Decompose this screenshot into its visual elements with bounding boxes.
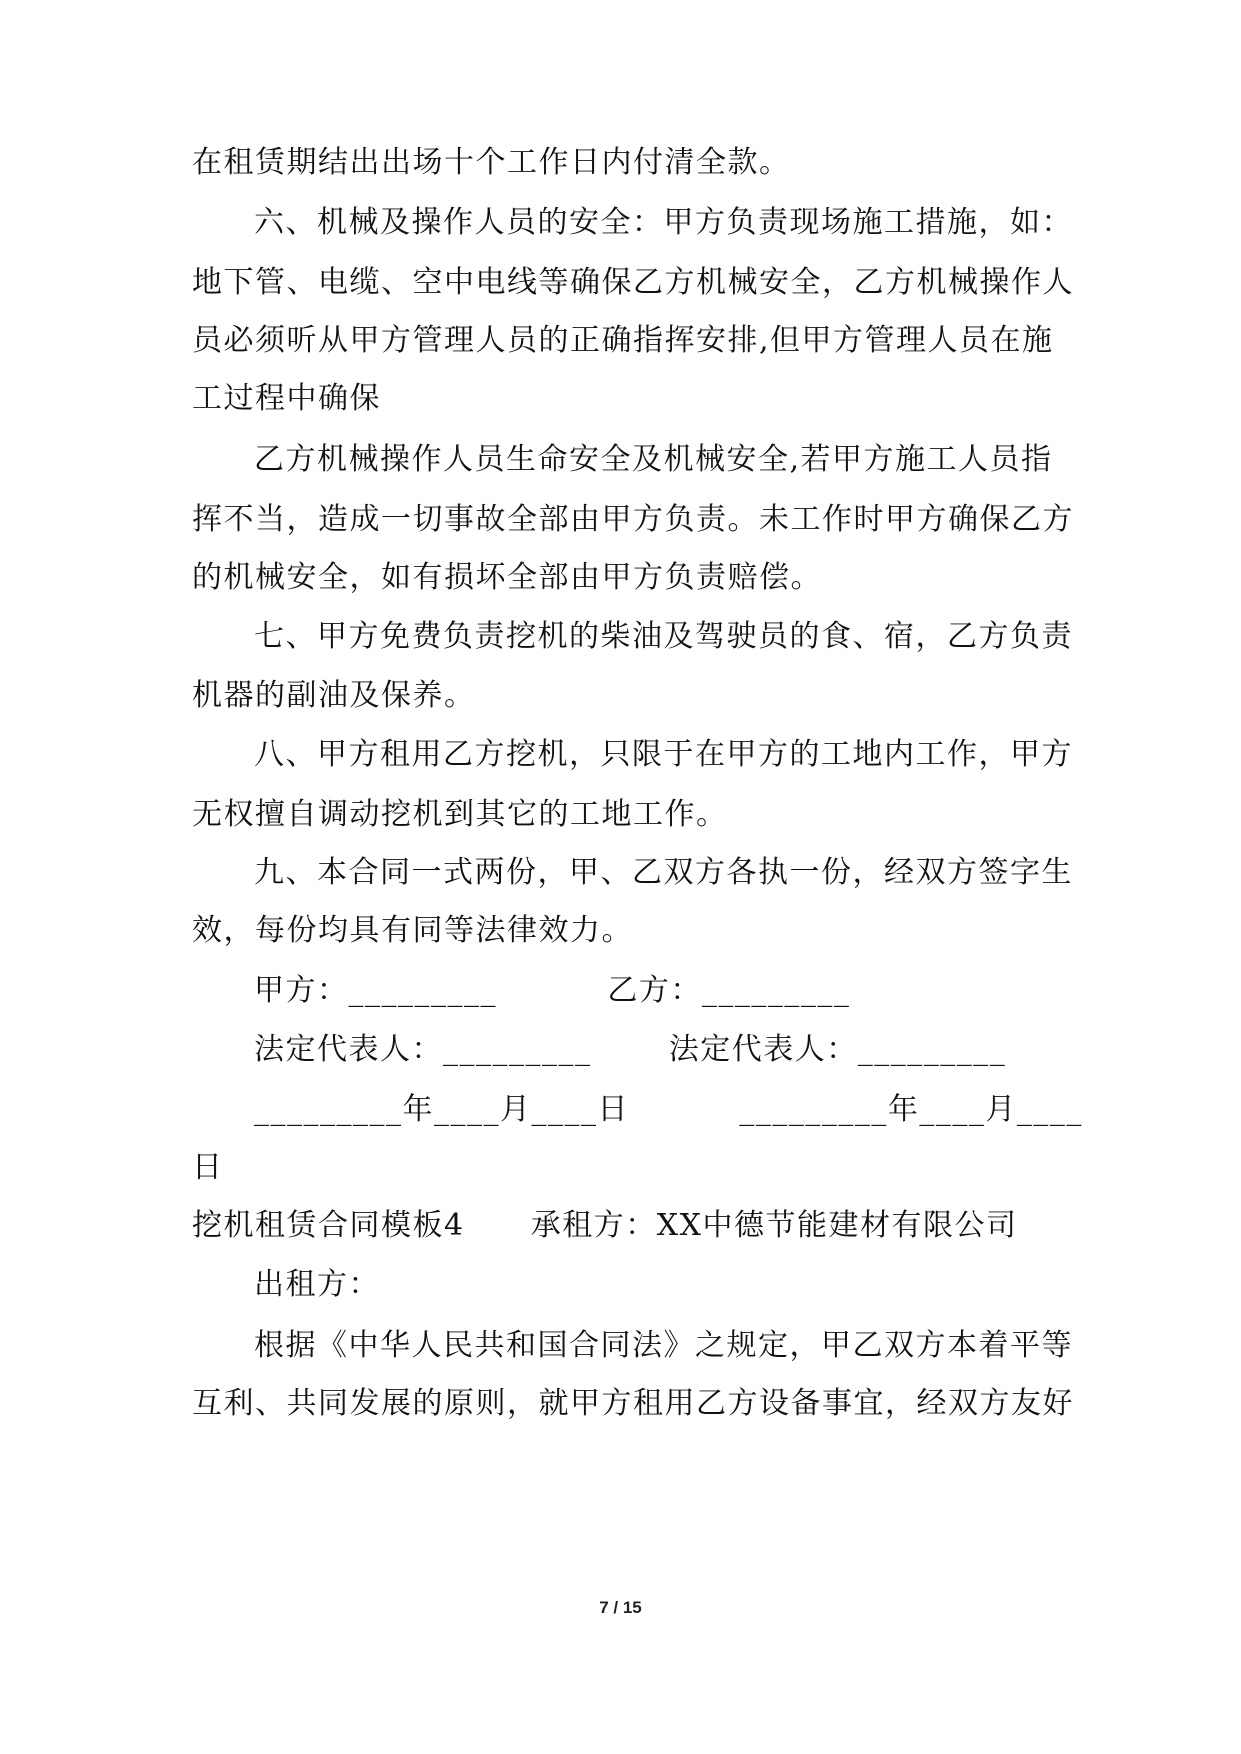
text-line: 工过程中确保 (192, 381, 381, 416)
text-line: 出租方： (254, 1267, 380, 1302)
text-line: 八、甲方租用乙方挖机，只限于在甲方的工地内工作，甲方 (254, 737, 1073, 772)
signature-line-representatives: 法定代表人：_________ 法定代表人：_________ (254, 1032, 1007, 1067)
text-line: 挥不当，造成一切事故全部由甲方负责。未工作时甲方确保乙方 (192, 502, 1074, 537)
page-number: 7 / 15 (599, 1598, 642, 1617)
text-line: 在租赁期结出出场十个工作日内付清全款。 (192, 145, 791, 180)
signature-line-dates: _________年____月____日 _________年____月____ (254, 1092, 1083, 1127)
text-line: 机器的副油及保养。 (192, 678, 476, 713)
text-line: 六、机械及操作人员的安全：甲方负责现场施工措施，如： (254, 205, 1073, 240)
text-line: 的机械安全，如有损坏全部由甲方负责赔偿。 (192, 560, 822, 595)
text-line: 互利、共同发展的原则，就甲方租用乙方设备事宜，经双方友好 (192, 1386, 1074, 1421)
text-line: 乙方机械操作人员生命安全及机械安全,若甲方施工人员指 (254, 442, 1053, 477)
text-line: 地下管、电缆、空中电线等确保乙方机械安全，乙方机械操作人 (192, 265, 1074, 300)
text-line: 根据《中华人民共和国合同法》之规定，甲乙双方本着平等 (254, 1328, 1073, 1363)
text-line: 效，每份均具有同等法律效力。 (192, 913, 633, 948)
text-line: 员必须听从甲方管理人员的正确指挥安排,但甲方管理人员在施 (192, 323, 1054, 358)
text-line: 七、甲方免费负责挖机的柴油及驾驶员的食、宿，乙方负责 (254, 619, 1073, 654)
text-line: 无权擅自调动挖机到其它的工地工作。 (192, 797, 728, 832)
section-heading: 挖机租赁合同模板4 承租方：XX中德节能建材有限公司 (192, 1208, 1018, 1243)
signature-line-parties: 甲方：_________ 乙方：_________ (254, 973, 851, 1008)
text-line: 九、本合同一式两份，甲、乙双方各执一份，经双方签字生 (254, 855, 1073, 890)
text-line: 日 (192, 1150, 224, 1185)
